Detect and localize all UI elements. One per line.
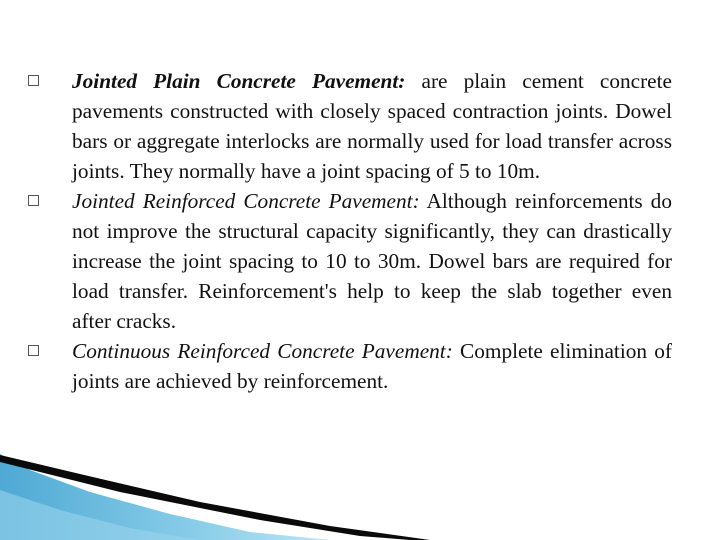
- bullet-item-continuous-reinforced: [28, 336, 672, 396]
- hollow-square-icon: [28, 75, 39, 86]
- definition-jointed-reinforced: Although reinforcements do not improve the structural capacity significantly, they can drastically increase the joint spacing to 10 to 30m. Dowel bars are required for load transfer. Reinforcement's help to keep the slab together even after cracks.: [72, 189, 672, 333]
- bullet-item-jointed-plain: [28, 66, 672, 186]
- decorative-swoosh: [0, 440, 720, 540]
- bullet-item-jointed-reinforced: [28, 186, 672, 336]
- term-jointed-reinforced: Jointed Reinforced Concrete Pavement:: [72, 189, 420, 213]
- definition-jointed-plain: are plain cement concrete pavements constructed with closely spaced contraction joints. Dowel bars or aggregate interlocks are normally used for load transfer across joints. They normally have a joint spacing of 5 to 10m.: [72, 69, 672, 183]
- term-continuous-reinforced: Continuous Reinforced Concrete Pavement:: [72, 339, 453, 363]
- hollow-square-icon: [28, 345, 39, 356]
- hollow-square-icon: [28, 195, 39, 206]
- term-jointed-plain: Jointed Plain Concrete Pavement:: [72, 69, 406, 93]
- bullet-list: [28, 66, 672, 396]
- definition-continuous-reinforced: Complete elimination of joints are achieved by reinforcement.: [72, 339, 672, 393]
